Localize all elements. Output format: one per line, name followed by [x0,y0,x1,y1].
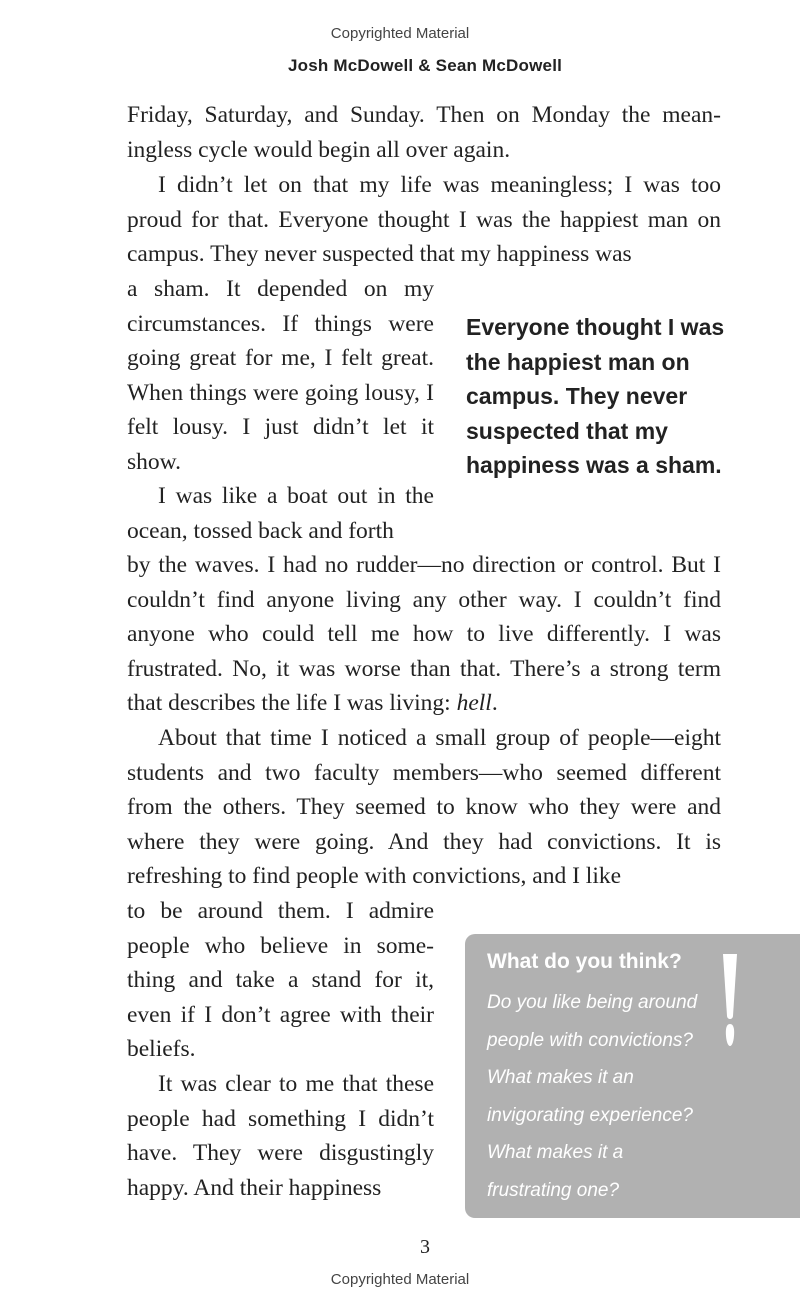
paragraph-boat-intro: I was like a boat out in the ocean, tossed back and forth [127,483,434,544]
paragraph-continuation: Friday, Saturday, and Sunday. Then on Monday the mean-ingless cycle would begin all over again. [127,102,721,163]
emphasis-hell: hell [456,690,492,717]
paragraph-convictions: About that time I noticed a small group of people—eight students and two faculty members—who seemed different from the others. They seemed to know who they were and where they were going. And they had convictions. It is refreshing to find people with convictions, and I like [127,725,721,890]
paragraph-boat-end: . [491,690,498,717]
discussion-callout [465,934,800,1218]
exclamation-icon [722,954,738,1046]
paragraph-admire: to be around them. I admire people who believe in some-thing and take a stand for it, even if I don’t agree with their beliefs. [127,898,434,1063]
paragraph-boat [127,548,721,721]
callout-heading: What do you think? [487,950,682,973]
watermark-top: Copyrighted Material [330,25,470,42]
paragraph-meaningless: I didn’t let on that my life was meaningless; I was too proud for that. Everyone thought I was the happiest man on campus. They never suspected that my happiness was [127,172,721,268]
paragraph-happiness: It was clear to me that these people had something I didn’t have. They were disgustingly happy. And their happiness [127,1071,434,1201]
running-head: Josh McDowell & Sean McDowell [287,56,563,75]
paragraph-sham: a sham. It depended on my circumstances. If things were going great for me, I felt great. When things were going lousy, I felt lousy. I just didn’t let it show. [127,276,434,475]
pull-quote: Everyone thought I was the happiest man on campus. They never suspected that my happiness was a sham. [466,314,725,479]
paragraph-boat-text: by the waves. I had no rudder—no direction or control. But I couldn’t find anyone living any other way. I couldn’t find anyone who could tell me how to live differently. I was frustrated. No, it was worse than that. There’s a strong term that describes the life I was living: [127,552,721,717]
watermark-bottom: Copyrighted Material [330,1271,470,1288]
callout-question: Do you like being around people with convictions? What makes it an invigorating experience? What makes it a frustrating one? [487,992,698,1201]
page-number: 3 [420,1236,430,1258]
